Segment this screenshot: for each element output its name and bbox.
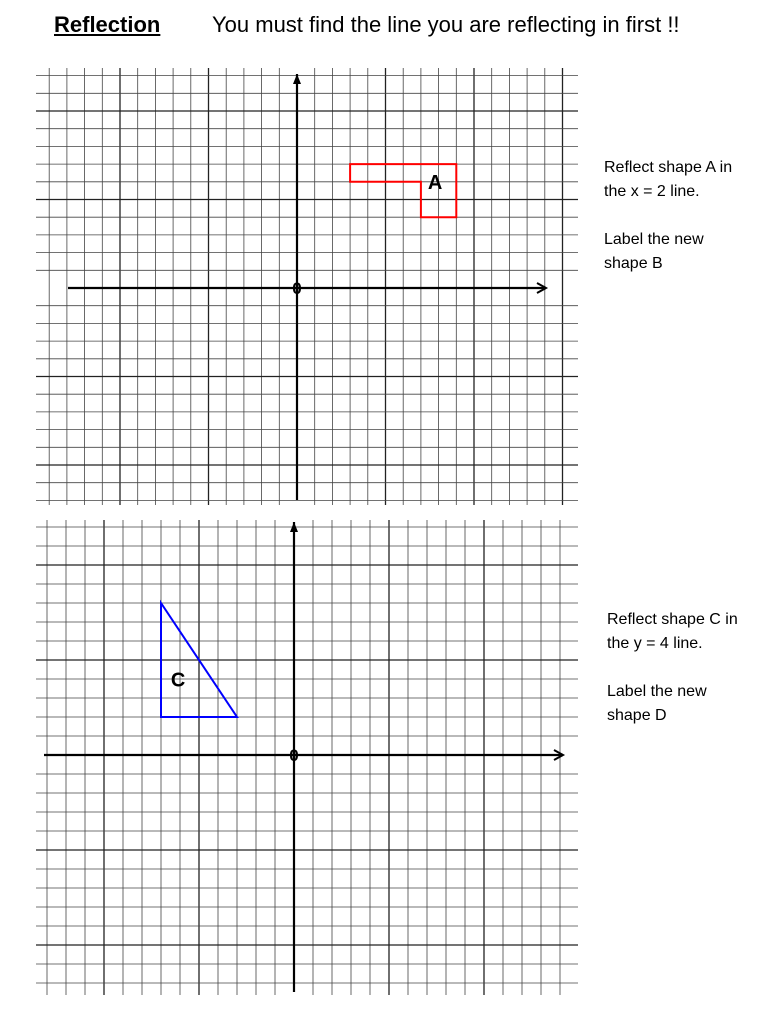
task-2-line1: Reflect shape C in the y = 4 line. [607, 611, 738, 652]
worksheet-instruction: You must find the line you are reflecting in first !! [212, 12, 680, 37]
task-1-line2: Label the new shape B [604, 231, 704, 272]
task-1-text [604, 156, 744, 276]
task-2-text [607, 608, 747, 728]
origin-label: 0 [289, 746, 299, 765]
shape-label-c: C [170, 669, 186, 692]
worksheet-title: Reflection [54, 12, 161, 37]
task-1-line1: Reflect shape A in the x = 2 line. [604, 159, 733, 200]
task-2-line2: Label the new shape D [607, 683, 707, 724]
shape-label-a: A [427, 171, 443, 194]
origin-label: 0 [292, 279, 302, 298]
